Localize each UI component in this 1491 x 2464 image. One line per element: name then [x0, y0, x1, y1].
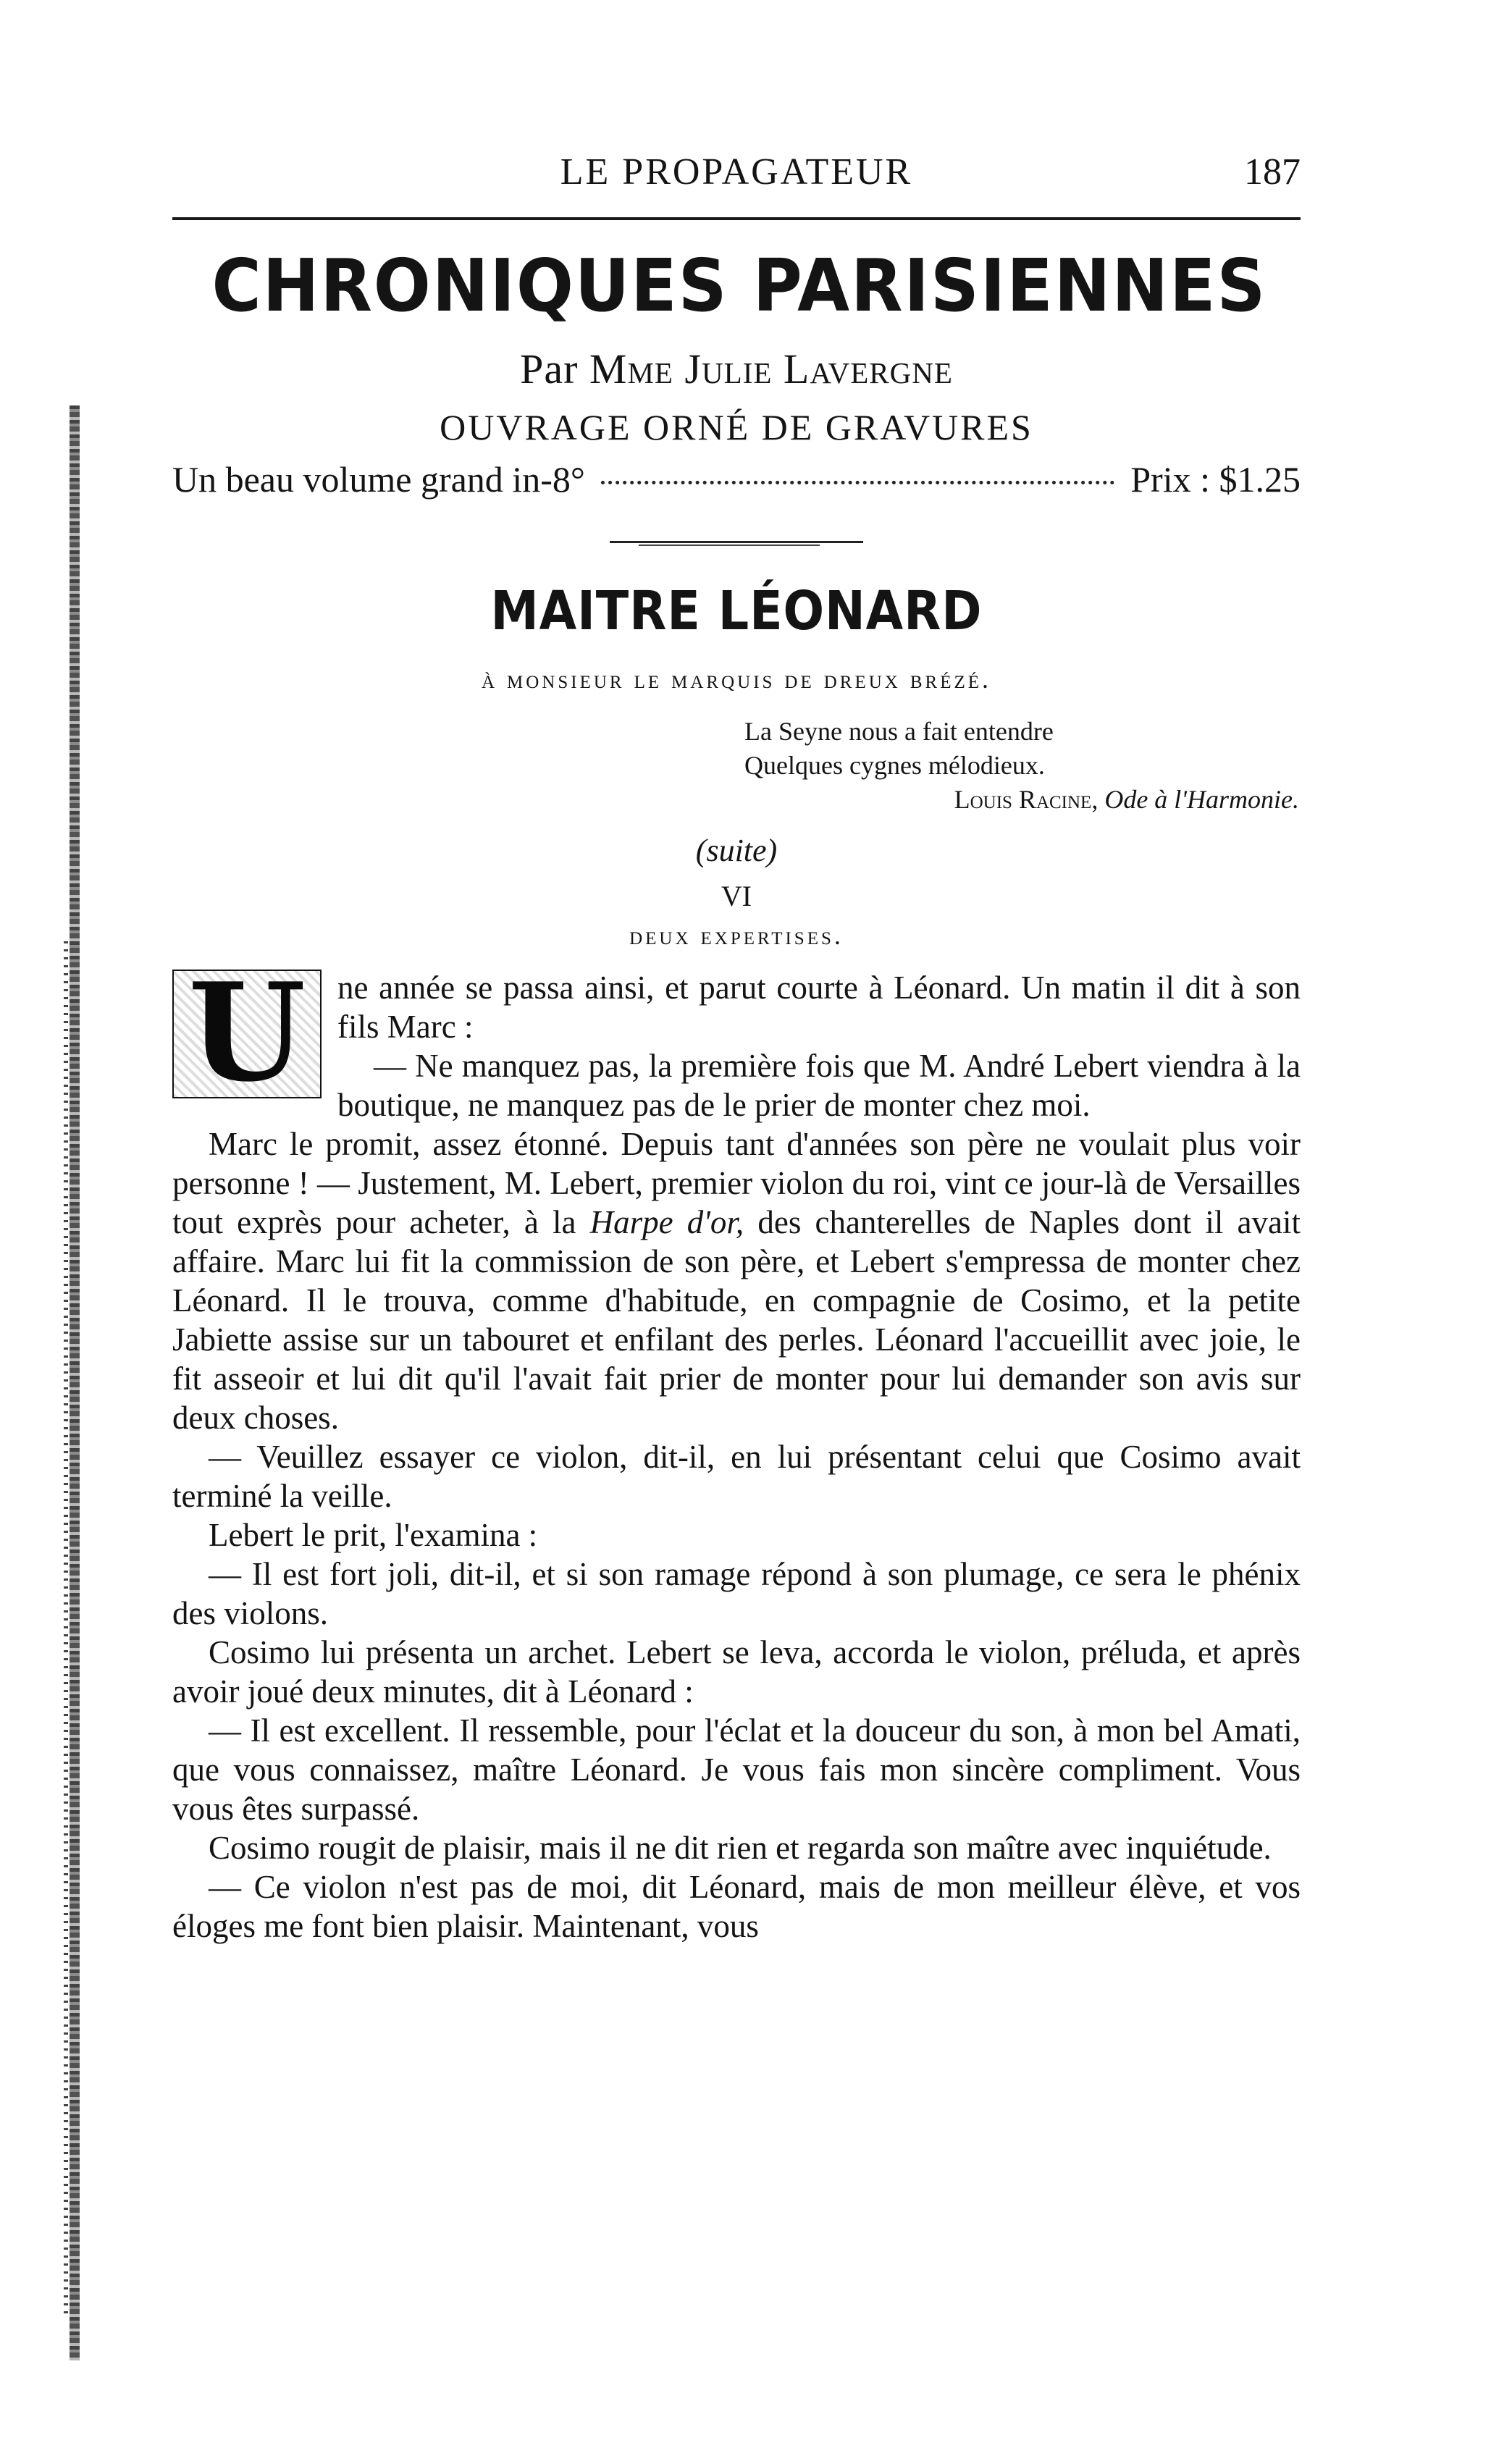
paragraph: — Ce violon n'est pas de moi, dit Léonard, mais de mon meilleur élève, et vos éloges me font bien plaisir. Maintenant, vous	[172, 1869, 1301, 1945]
paragraph: — Il est fort joli, dit-il, et si son ramage répond à son plumage, ce sera le phénix des violons.	[172, 1556, 1301, 1632]
chapter-number: VI	[721, 880, 752, 913]
drop-cap-ornament	[172, 953, 322, 1112]
byline-prefix: Par	[520, 345, 579, 392]
epigraph-author: Louis Racine,	[954, 784, 1099, 814]
continued-label: (suite)	[695, 833, 778, 869]
page	[172, 151, 1301, 1946]
paragraph-text: ne année se passa ainsi, et parut courte à Léonard. Un matin il dit à son fils Marc :	[337, 970, 1301, 1046]
story-body	[172, 953, 1301, 1946]
paragraph: — Ne manquez pas, la première fois que M. André Lebert viendra à la boutique, ne manquez pas de le prier de monter chez moi.	[337, 1048, 1301, 1124]
paragraph-text: des chanterelles de Naples dont il avait affaire. Marc lui fit la commission de son père, et Lebert s'empressa de monter chez Léonard. Il le trouva, comme d'habitude, en compagnie de Cosimo, et la petite Jabiette assise sur un tabouret et enfilant des perles. Léonard l'accueillit avec joie, le fit asseoir et lui dit qu'il l'avait fait prier de monter pour lui demander son avis sur deux choses.	[172, 1204, 1301, 1437]
drop-cap-letter: U	[188, 953, 306, 1112]
paragraph: Cosimo lui présenta un archet. Lebert se leva, accorda le violon, préluda, et après avoir joué deux minutes, dit à Léonard :	[172, 1634, 1301, 1710]
page-number: 187	[1244, 151, 1301, 193]
paragraph-text: Marc le promit, assez étonné. Depuis tant d'années son père ne voulait plus voir personne ! — Justement, M. Lebert, premier violon du roi, vint ce jour-là de Versailles tout exprès pour acheter, à la	[172, 1126, 1301, 1241]
epigraph-line-1: La Seyne nous a fait entendre	[744, 717, 1054, 746]
story-dedication: à monsieur le marquis de dreux brézé.	[481, 665, 992, 694]
running-title: LE PROPAGATEUR	[560, 151, 913, 193]
advert-price: Prix : $1.25	[1130, 459, 1301, 500]
advert-title: CHRONIQUES PARISIENNES	[211, 243, 1267, 328]
paragraph: — Veuillez essayer ce violon, dit-il, en lui présentant celui que Cosimo avait terminé la veille.	[172, 1439, 1301, 1515]
paragraph	[172, 1124, 1301, 1437]
advert-price-line	[172, 458, 1301, 500]
paragraph: Cosimo rougit de plaisir, mais il ne dit rien et regarda son maître avec inquiétude.	[209, 1830, 1272, 1867]
advert-volume: Un beau volume grand in-8°	[172, 459, 585, 500]
advert-byline	[172, 345, 1301, 393]
chapter-title: deux expertises.	[629, 921, 844, 951]
head-rule	[172, 217, 1301, 220]
byline-author: Mme Julie Lavergne	[589, 345, 953, 392]
advert-subtitle: OUVRAGE ORNÉ DE GRAVURES	[440, 407, 1033, 447]
binding-edge-mark-secondary	[64, 941, 68, 2317]
paragraph: Lebert le prit, l'examina :	[209, 1517, 538, 1554]
epigraph-work: Ode à l'Harmonie.	[1104, 784, 1299, 814]
running-head	[172, 151, 1301, 210]
binding-edge-mark	[70, 405, 80, 2360]
italic-shop-name: Harpe d'or,	[589, 1204, 744, 1241]
section-divider	[610, 541, 863, 547]
story-title: MAITRE LÉONARD	[490, 580, 983, 642]
epigraph-line-2: Quelques cygnes mélodieux.	[744, 750, 1045, 780]
paragraph: — Il est excellent. Il ressemble, pour l'éclat et la douceur du son, à mon bel Amati, que vous connaissez, maître Léonard. Je vous fais mon sincère compliment. Vous vous êtes surpassé.	[172, 1712, 1301, 1828]
leader-dots	[601, 481, 1114, 484]
epigraph	[744, 715, 1301, 816]
epigraph-attribution	[744, 783, 1301, 817]
